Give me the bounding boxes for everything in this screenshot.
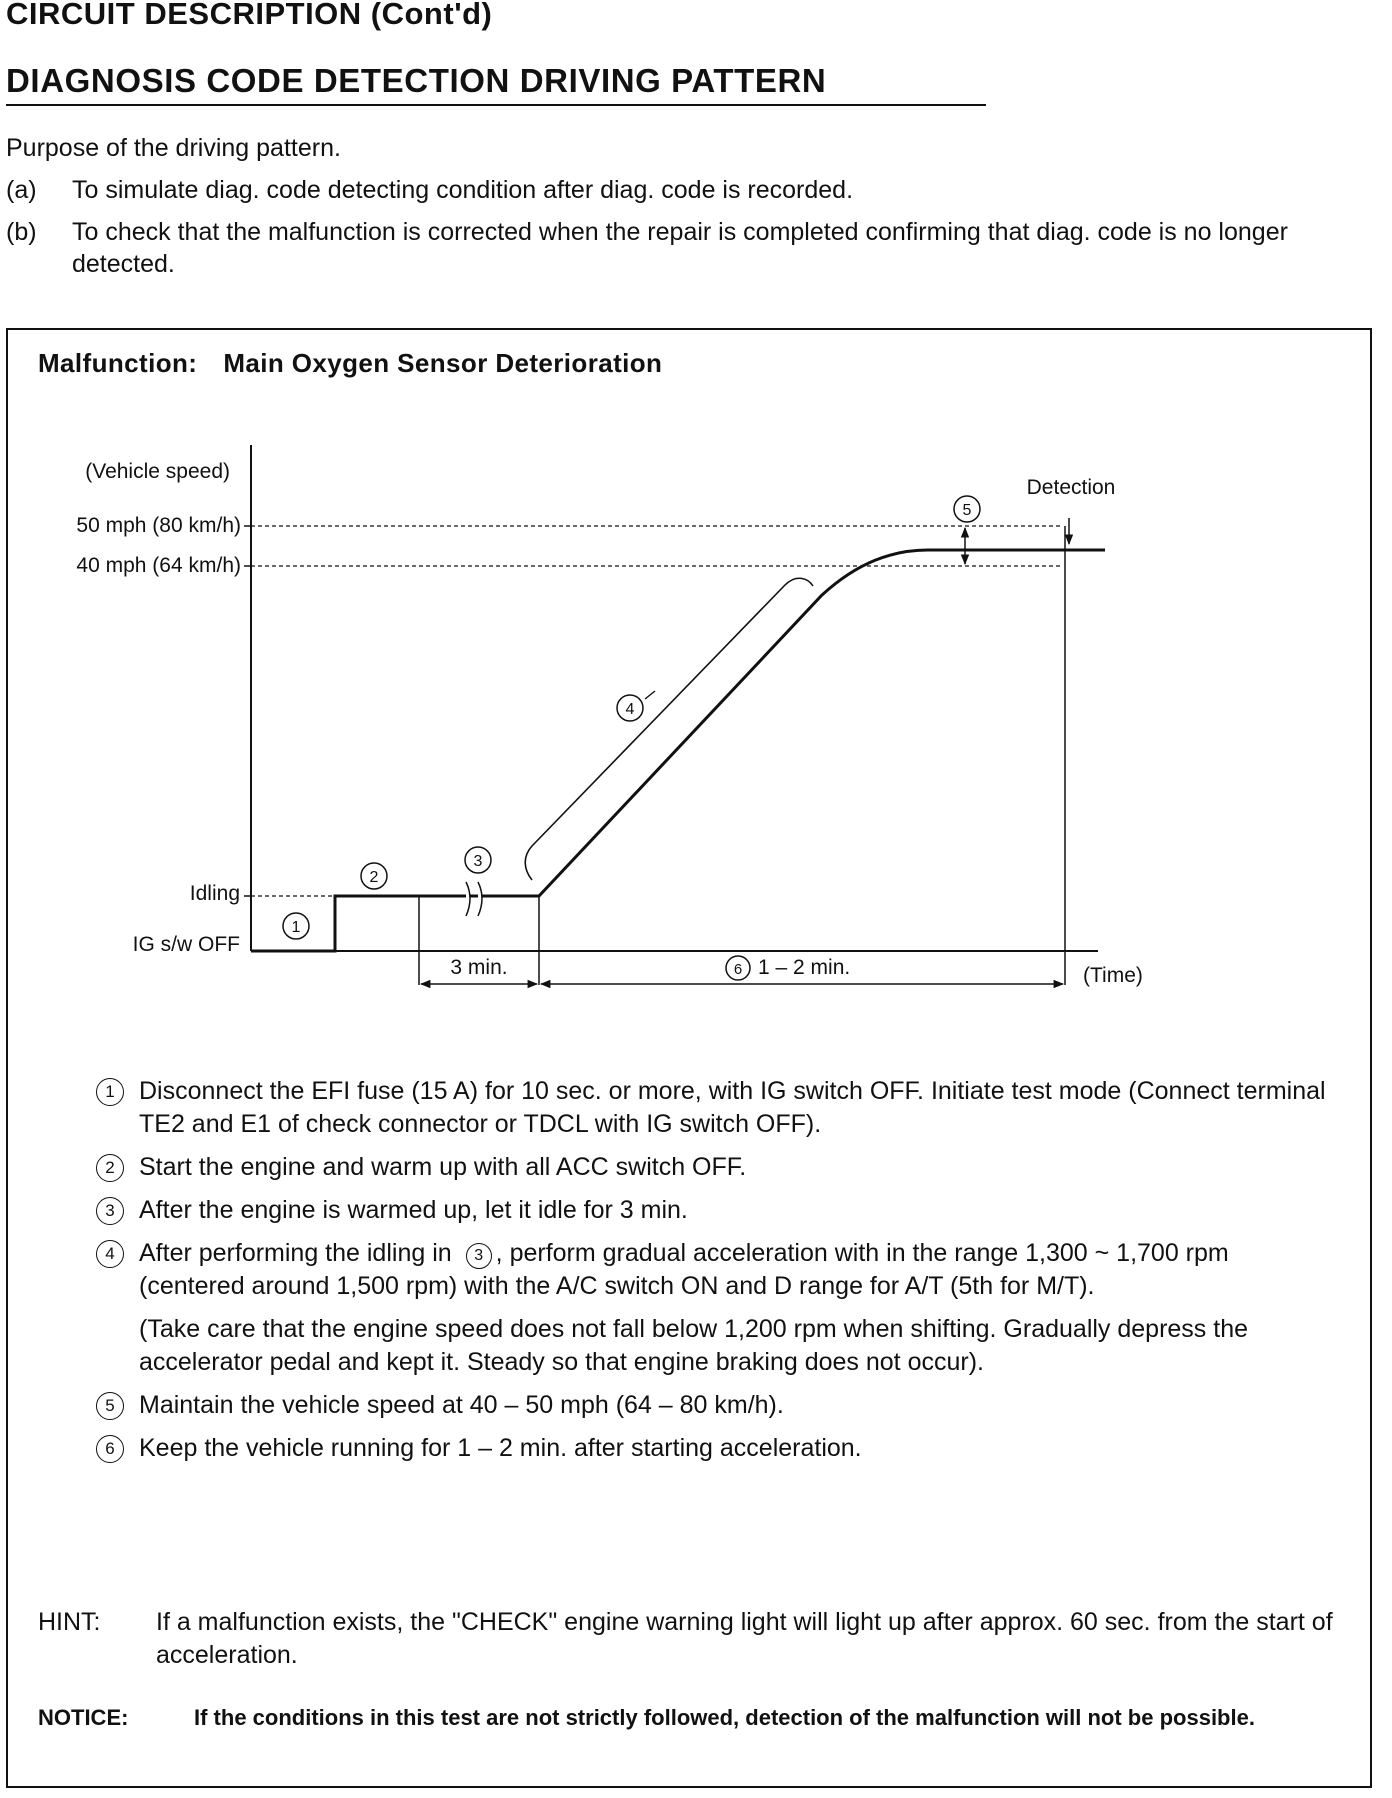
step-marker-3	[465, 847, 491, 873]
notice	[38, 1702, 1358, 1733]
header-title: CIRCUIT DESCRIPTION (Cont'd)	[6, 0, 493, 31]
intro-item-label: (a)	[6, 176, 37, 204]
step-3	[96, 1194, 1336, 1227]
step-4	[96, 1237, 1336, 1379]
intro	[6, 132, 1386, 280]
svg-text:2: 2	[369, 869, 379, 886]
step-number: 4	[96, 1240, 124, 1268]
step-marker-5	[954, 496, 980, 522]
y-level-idling: Idling	[189, 882, 240, 905]
step-text	[139, 1237, 1336, 1303]
interval-1-2min-label: 1 – 2 min.	[758, 956, 851, 979]
detection-label: Detection	[1026, 476, 1116, 499]
section-underline	[6, 104, 986, 106]
step-text: Disconnect the EFI fuse (15 A) for 10 sec. or more, with IG switch OFF. Initiate test mode (Connect terminal TE2 and E1 of check connector or TDCL with IG switch OFF).	[139, 1077, 1326, 1138]
step-text: After the engine is warmed up, let it idle for 3 min.	[139, 1196, 688, 1224]
step-6	[96, 1432, 1336, 1465]
y-level-50mph: 50 mph (80 km/h)	[76, 514, 241, 537]
step-2	[96, 1151, 1336, 1184]
intro-item-b	[6, 216, 1386, 280]
step-list	[96, 1075, 1336, 1475]
svg-text:5: 5	[962, 502, 972, 519]
malfunction-panel	[6, 328, 1372, 1788]
step-text-before: After performing the idling in	[139, 1239, 452, 1267]
y-level-ig-off: IG s/w OFF	[132, 933, 240, 956]
svg-text:1: 1	[291, 919, 301, 936]
step-number: 2	[96, 1154, 124, 1182]
hint-text: If a malfunction exists, the "CHECK" engine warning light will light up after approx. 60 sec. from the start of acceleration.	[156, 1608, 1333, 1669]
intro-item-label: (b)	[6, 218, 37, 246]
hint	[38, 1606, 1348, 1672]
section-title: DIAGNOSIS CODE DETECTION DRIVING PATTERN	[6, 62, 827, 99]
step-note: (Take care that the engine speed does not fall below 1,200 rpm when shifting. Gradually depress the accelerator pedal and kept it. Steady so that engine braking does not occur).	[139, 1315, 1249, 1376]
step-marker-1	[283, 913, 309, 939]
step-text: Maintain the vehicle speed at 40 – 50 mph (64 – 80 km/h).	[139, 1391, 784, 1419]
step-number: 3	[96, 1197, 124, 1225]
step-text: Start the engine and warm up with all ACC switch OFF.	[139, 1153, 747, 1181]
step-number: 1	[96, 1078, 124, 1106]
step-text-after: , perform gradual acceleration with in the range 1,300 ~ 1,700 rpm (centered around 1,500 rpm) with the A/C switch ON and D range for A/T (5th for M/T).	[139, 1239, 1229, 1300]
step-marker-4	[617, 695, 643, 721]
y-axis-label: (Vehicle speed)	[85, 460, 230, 483]
notice-label: NOTICE:	[38, 1705, 129, 1730]
acceleration-bracket	[525, 578, 813, 880]
notice-text: If the conditions in this test are not strictly followed, detection of the malfunction will not be possible.	[194, 1705, 1255, 1730]
intro-item-a	[6, 174, 1386, 206]
step-text: Keep the vehicle running for 1 – 2 min. after starting acceleration.	[139, 1434, 862, 1462]
svg-text:3: 3	[473, 853, 483, 870]
bracket-tick	[645, 691, 655, 699]
step-reference: 3	[466, 1243, 492, 1269]
step-5	[96, 1389, 1336, 1422]
hint-label: HINT:	[38, 1608, 101, 1636]
driving-pattern-diagram	[8, 330, 1370, 1070]
panel-title-label: Malfunction:	[38, 348, 198, 378]
x-axis-label: (Time)	[1083, 964, 1143, 987]
step-marker-2	[361, 863, 387, 889]
intro-item-text: To simulate diag. code detecting condition after diag. code is recorded.	[72, 176, 854, 204]
speed-profile-line	[251, 550, 1105, 951]
panel-title-text: Main Oxygen Sensor Deterioration	[223, 348, 663, 378]
intro-lead: Purpose of the driving pattern.	[6, 134, 341, 162]
svg-text:6: 6	[733, 961, 743, 978]
idle-break-mark	[466, 882, 482, 916]
step-1	[96, 1075, 1336, 1141]
step-marker-6	[726, 956, 750, 980]
y-level-40mph: 40 mph (64 km/h)	[76, 554, 241, 577]
interval-3min-label: 3 min.	[450, 956, 508, 979]
svg-text:4: 4	[625, 701, 635, 718]
step-number: 6	[96, 1435, 124, 1463]
intro-item-text: To check that the malfunction is corrected when the repair is completed confirming that diag. code is no longer detected.	[72, 218, 1288, 278]
step-number: 5	[96, 1392, 124, 1420]
